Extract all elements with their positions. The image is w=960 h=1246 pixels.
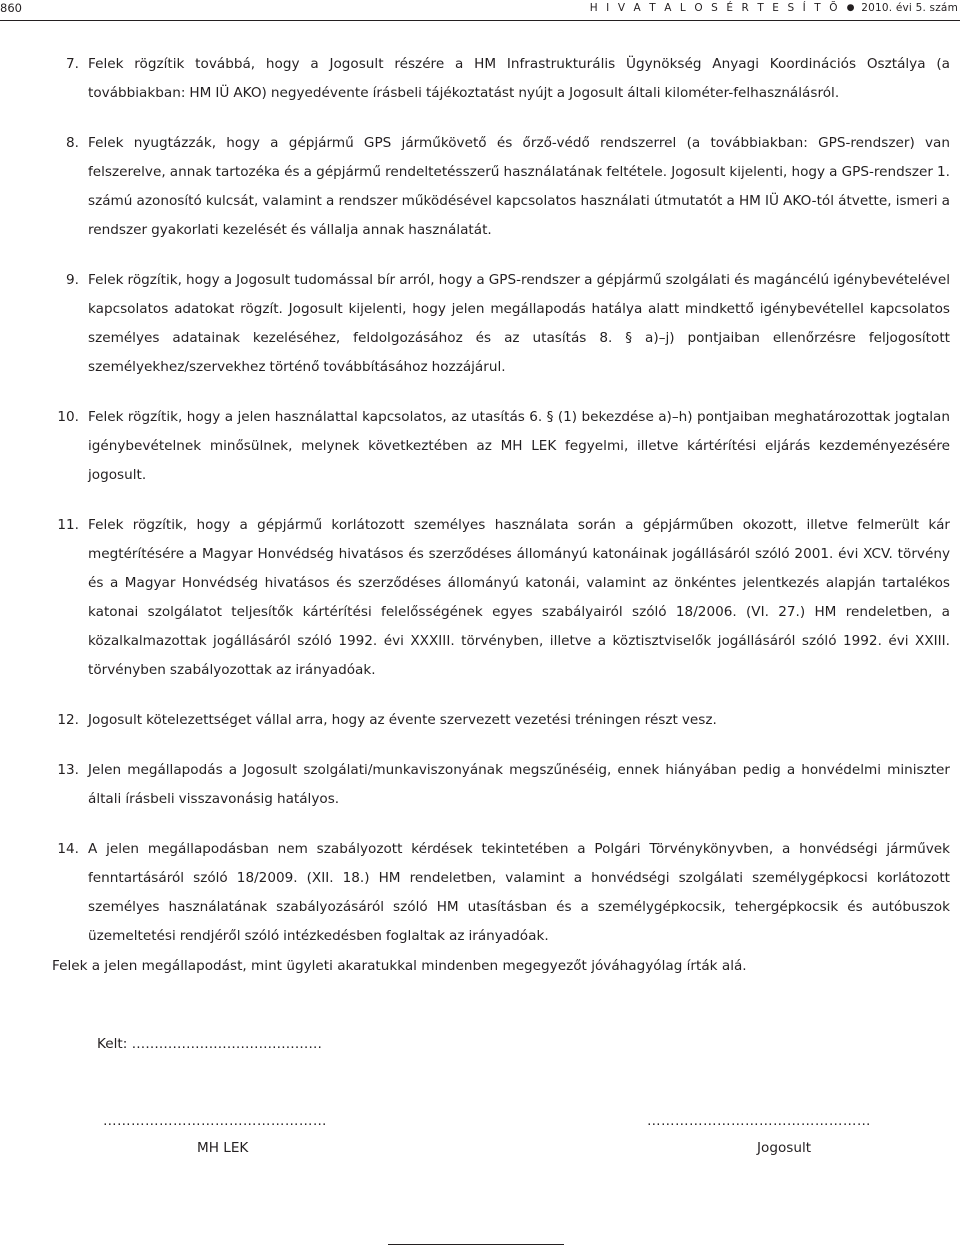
clause-8 [0,129,960,245]
signature-line-jogosult: ………………………………………… [647,1113,871,1129]
clause-number: 12. [57,712,79,728]
issue-number: 2010. évi 5. szám [861,2,958,14]
clause-number: 10. [57,409,79,425]
clause-number: 7. [66,56,79,72]
clause-text: Felek rögzítik, hogy a gépjármű korlátozott személyes használata során a gépjárműben okozott, illetve felmerült kár megtérítésére a Magyar Honvédség hivatásos és szerződéses állományú katonáinak jogállásáról szóló 2001. évi XCV. törvény és a Magyar Honvédség hivatásos és szerződéses állományú katonái, valamint az önkéntes jelentkezés alapján tartalékos katonai szolgálatot teljesítők kártérítési felelősségének egyes szabályairól szóló 18/2006. (VI. 27.) HM rendeletben, a közalkalmazottak jogállásáról szóló 1992. évi XXXIII. törvényben, illetve a köztisztviselők jogállásáról szóló 1992. évi XXIII. törvényben szabályozottak az irányadóak. [88,517,950,678]
clause-number: 14. [57,841,79,857]
clause-number: 9. [66,272,79,288]
clause-text: Felek rögzítik, hogy a Jogosult tudomással bír arról, hogy a GPS-rendszer a gépjármű szolgálati és magáncélú igénybevételével kapcsolatos adatokat rögzít. Jogosult kijelenti, hogy jelen megállapodás hatálya alatt mindkettő igénybevétellel kapcsolatos személyes adatainak kezeléséhez, feldolgozásához és az utasítás 8. § a)–j) pontjaiban ellenőrzésre feljogosított személyekhez/szervekhez történő továbbításához hozzájárul. [88,272,950,375]
clause-13 [0,756,960,814]
clause-9 [0,266,960,382]
clause-7 [0,50,960,108]
date-place-field: Kelt: …………………………………… [97,1036,322,1052]
clause-11 [0,511,960,685]
journal-title [590,2,958,14]
clause-text: Felek nyugtázzák, hogy a gépjármű GPS járműkövető és őrző-védő rendszerrel (a továbbiakban: GPS-rendszer) van felszerelve, annak tartozéka és a gépjármű rendeltetésszerű használatának feltétele. Jogosult kijelenti, hogy a GPS-rendszer 1. számú azonosító kulcsát, valamint a rendszer működésével kapcsolatos használati útmutatót a HM IÜ AKO-tól átvette, ismeri a rendszer gyakorlati kezelését és vállalja annak használatát. [88,135,950,238]
clause-14 [0,835,960,951]
signature-label-mh-lek: MH LEK [197,1140,249,1156]
signature-label-jogosult: Jogosult [757,1140,812,1156]
page-header [0,0,960,21]
closing-statement: Felek a jelen megállapodást, mint ügyleti akaratukkal mindenben megegyezőt jóváhagyólag írták alá. [52,958,747,974]
bullet-icon: ● [846,3,855,13]
clause-text: Felek rögzítik továbbá, hogy a Jogosult részére a HM Infrastrukturális Ügynökség Anyagi Koordinációs Osztálya (a továbbiakban: HM IÜ AKO) negyedévente írásbeli tájékoztatást nyújt a Jogosult általi kilométer-felhasználásról. [88,56,950,101]
journal-name: H I V A T A L O S É R T E S Í T Õ [589,2,841,14]
clause-text: Felek rögzítik, hogy a jelen használattal kapcsolatos, az utasítás 6. § (1) bekezdése a)–h) pontjaiban meghatározottak jogtalan igénybevételnek minősülnek, melynek következtében az MH LEK fegyelmi, illetve kártérítési eljárás kezdeményezésére jogosult. [88,409,950,483]
signature-line-mh-lek: ………………………………………… [103,1113,327,1129]
clause-number: 8. [66,135,79,151]
clause-text: Jelen megállapodás a Jogosult szolgálati/munkaviszonyának megszűnéséig, ennek hiányában pedig a honvédelmi miniszter általi írásbeli visszavonásig hatályos. [88,762,950,807]
clause-text: A jelen megállapodásban nem szabályozott kérdések tekintetében a Polgári Törvénykönyvben, a honvédségi járművek fenntartásáról szóló 18/2009. (XII. 18.) HM rendeletben, valamint a honvédségi szolgálati személygépkocsi korlátozott személyes használatának szabályozásáról szóló HM utasításban és a személygépkocsik, tehergépkocsik és autóbuszok üzemeltetési rendjéről szóló intézkedésben foglaltak az irányadóak. [88,841,950,944]
numbered-clauses [0,50,960,972]
page-number: 860 [0,1,22,15]
clause-12 [0,706,960,735]
clause-number: 11. [57,517,79,533]
clause-10 [0,403,960,490]
clause-number: 13. [57,762,79,778]
footer-divider [388,1244,564,1245]
clause-text: Jogosult kötelezettséget vállal arra, hogy az évente szervezett vezetési tréningen részt vesz. [88,712,717,728]
